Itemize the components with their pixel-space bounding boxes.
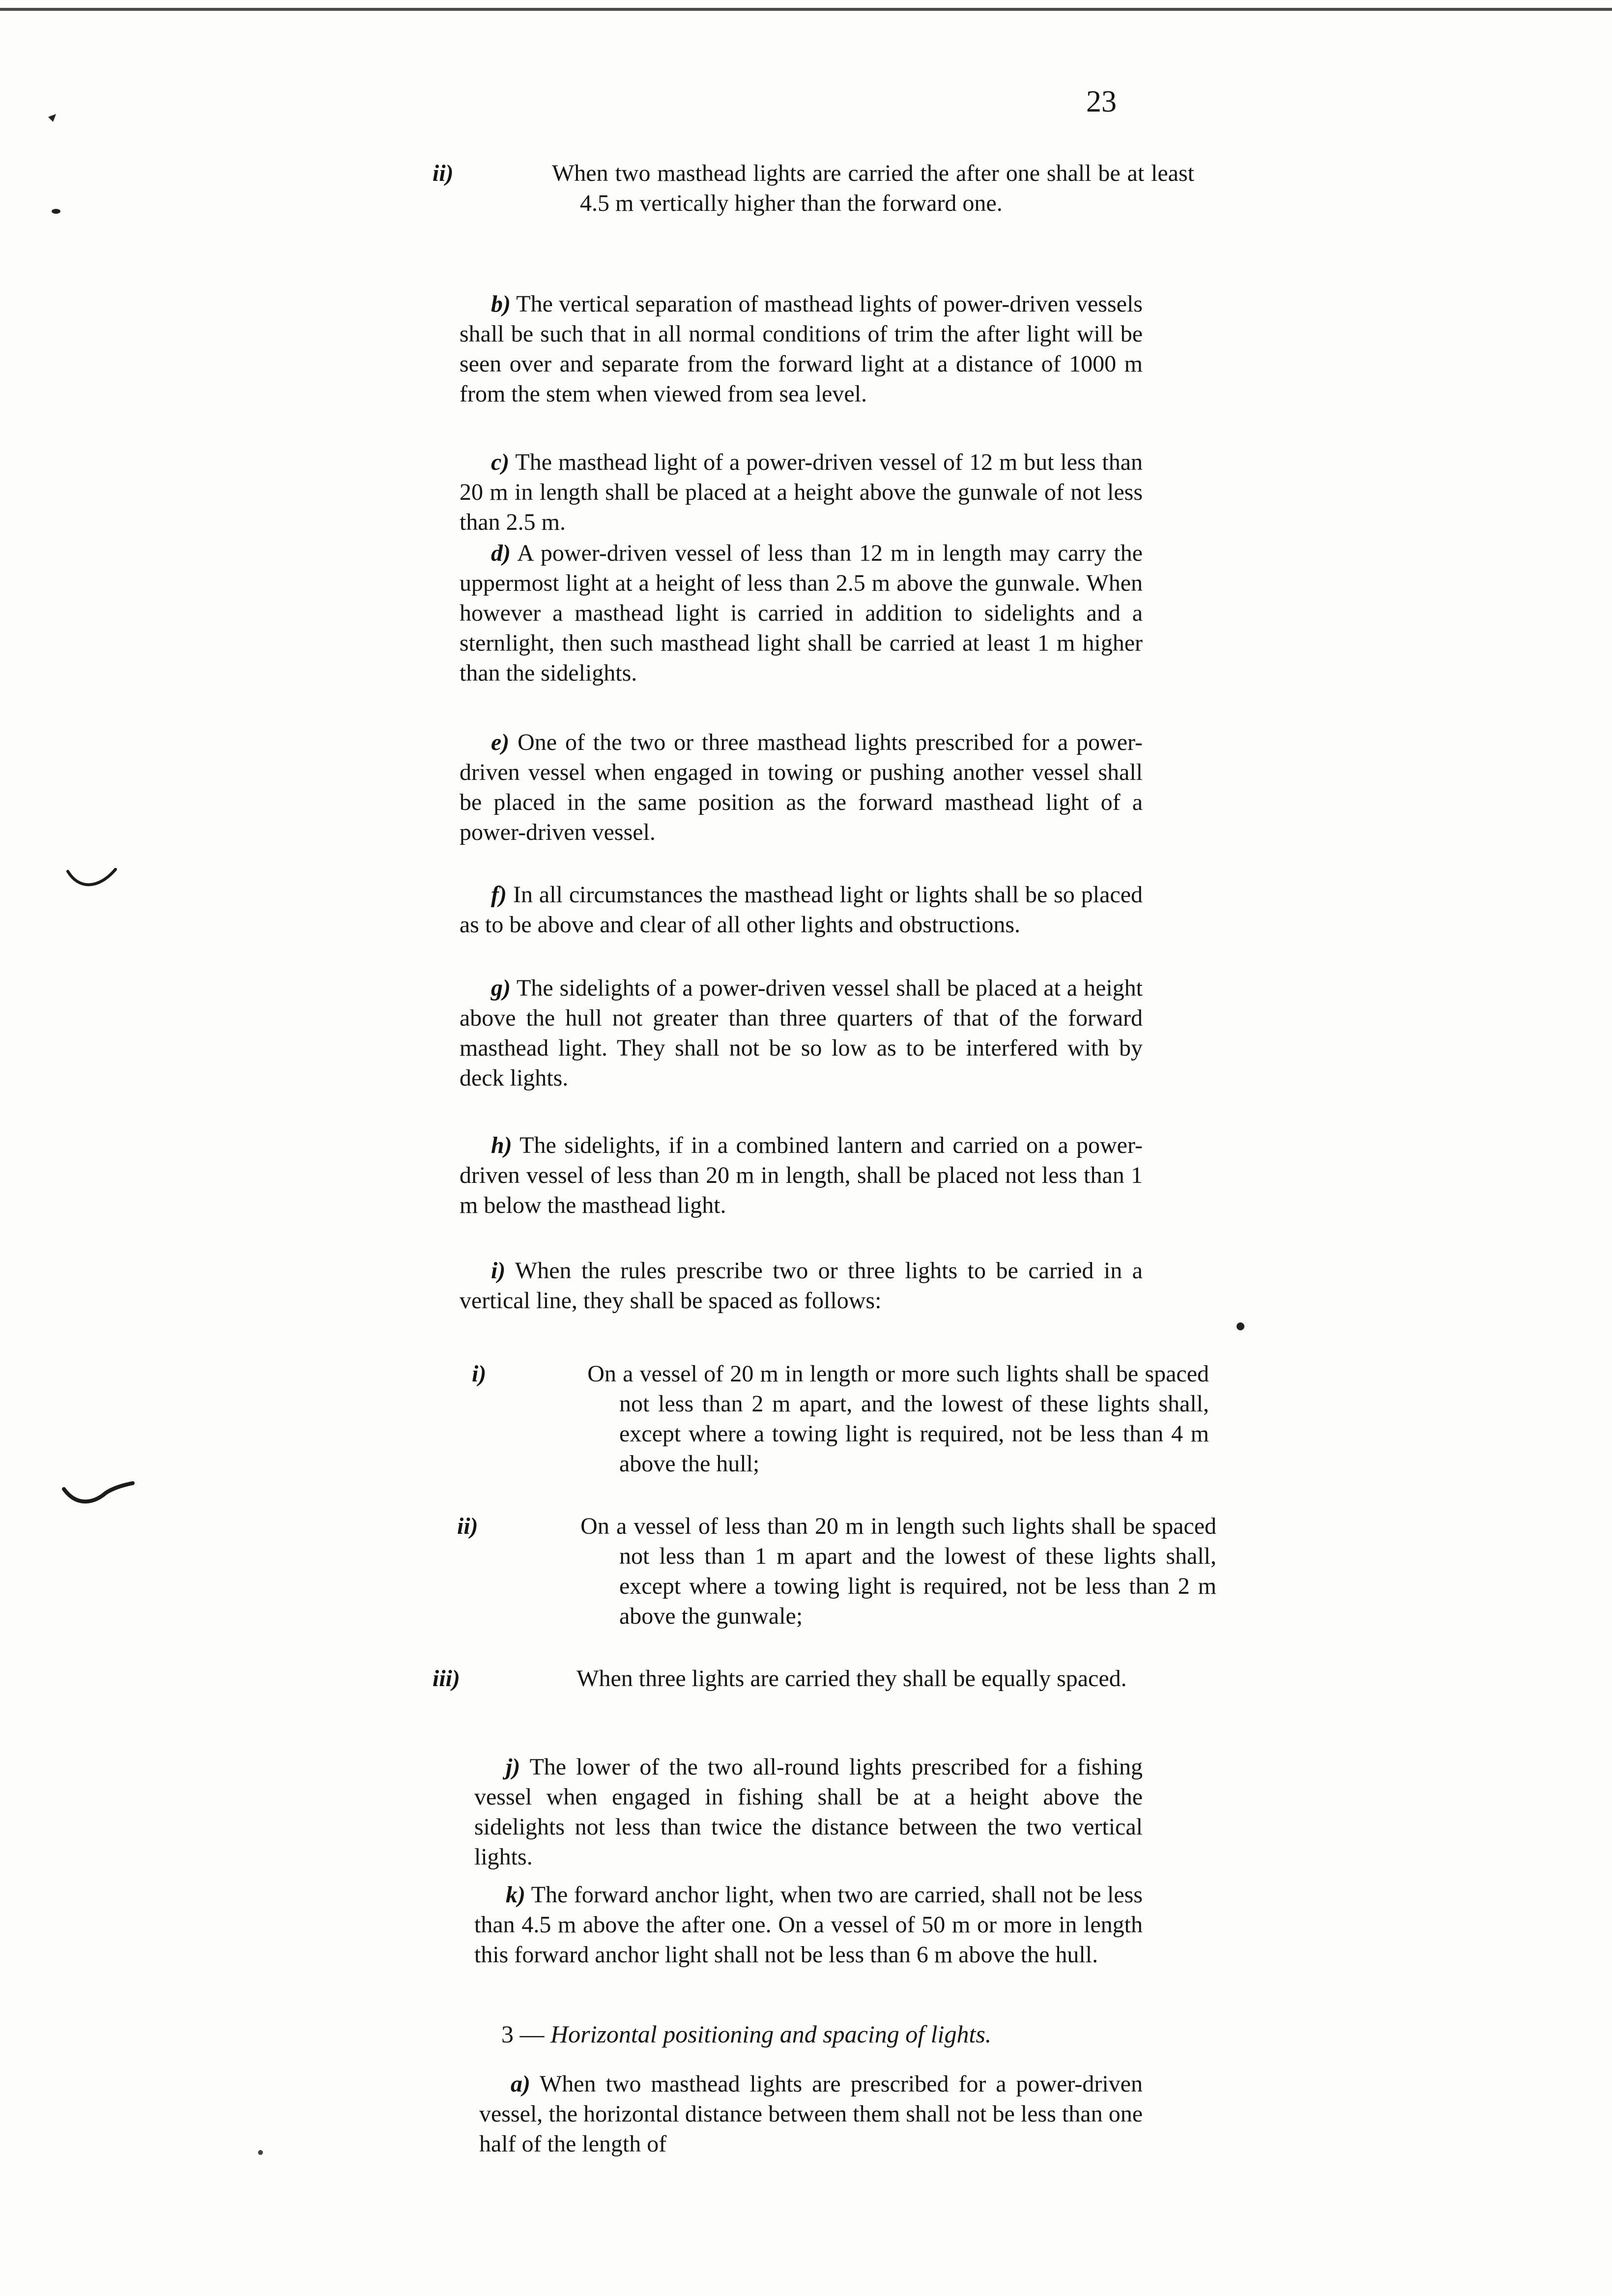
scan-speck-mark xyxy=(256,2148,265,2157)
paragraph-label: h) xyxy=(491,1132,512,1158)
paragraph-text: The vertical separation of masthead lights of power-driven vessels shall be such that in all normal conditions of trim the after light will be seen over and separate from the forward light at a distance of 1000 m from the stem when viewed from sea level. xyxy=(460,291,1143,407)
paragraph-label: i) xyxy=(491,1258,506,1284)
sub-item-text: When three lights are carried they shall be equally spaced. xyxy=(576,1665,1127,1692)
item-text: When two masthead lights are carried the after one shall be at least 4.5 m vertically higher than the forward one. xyxy=(551,160,1194,216)
sub-item-label: ii) xyxy=(457,1513,478,1539)
page-number: 23 xyxy=(1086,85,1117,118)
paragraph-text: The masthead light of a power-driven vessel of 12 m but less than 20 m in length shall be placed at a height above the gunwale of not less than 2.5 m. xyxy=(460,449,1143,535)
paragraph-label: d) xyxy=(491,540,511,566)
paragraph-label: c) xyxy=(491,449,510,475)
paragraph-label: g) xyxy=(491,975,511,1001)
sub-item-ii xyxy=(457,1511,1217,1631)
paragraph-text: The sidelights, if in a combined lantern and carried on a power-driven vessel of less than 20 m in length, shall be placed not less than 1 m below the masthead light. xyxy=(460,1132,1143,1218)
sub-item-label: iii) xyxy=(432,1665,460,1692)
paragraph-e xyxy=(460,727,1143,847)
sub-item-label: i) xyxy=(472,1361,487,1387)
paragraph-k xyxy=(474,1880,1143,1970)
paragraph-label: k) xyxy=(506,1882,525,1908)
paragraph-i xyxy=(460,1256,1143,1316)
scan-speck-mark xyxy=(1234,1320,1248,1334)
paragraph-b xyxy=(460,289,1143,409)
scan-speck-mark xyxy=(44,108,64,128)
section-heading xyxy=(501,2020,991,2048)
sub-item-i xyxy=(472,1359,1209,1479)
paragraph-j xyxy=(474,1752,1143,1872)
paragraph-label: j) xyxy=(506,1754,520,1780)
scan-speck-mark xyxy=(49,204,64,219)
paragraph-label: b) xyxy=(491,291,511,317)
scan-curve-mark xyxy=(64,862,123,897)
paragraph-text: In all circumstances the masthead light or lights shall be so placed as to be above and clear of all other lights and obstructions. xyxy=(460,882,1143,938)
paragraph-text: The sidelights of a power-driven vessel shall be placed at a height above the hull not greater than three quarters of that of the forward masthead light. They shall not be so low as to be interfered with by deck lights. xyxy=(460,975,1143,1091)
section-number: 3 — xyxy=(501,2020,545,2048)
scan-curve-mark xyxy=(59,1474,138,1519)
paragraph-g xyxy=(460,973,1143,1093)
item-label: ii) xyxy=(432,160,454,186)
paragraph-c xyxy=(460,447,1143,537)
paragraph-label: a) xyxy=(511,2071,530,2097)
item-ii-top xyxy=(432,158,1194,218)
paragraph-h xyxy=(460,1130,1143,1220)
paragraph-label: e) xyxy=(491,729,510,755)
sub-item-text: On a vessel of 20 m in length or more such lights shall be spaced not less than 2 m apart, and the lowest of these lights shall, except where a towing light is required, not be less than 4 m above the hull; xyxy=(587,1361,1209,1477)
paragraph-text: The lower of the two all-round lights prescribed for a fishing vessel when engaged in fishing shall be at a height above the sidelights not less than twice the distance between the two vertical lights. xyxy=(474,1754,1143,1870)
paragraph-text: The forward anchor light, when two are carried, shall not be less than 4.5 m above the after one. On a vessel of 50 m or more in length this forward anchor light shall not be less than 6 m above the hull. xyxy=(474,1882,1143,1968)
top-edge-line xyxy=(0,8,1612,11)
paragraph-label: f) xyxy=(491,882,507,908)
section-title: Horizontal positioning and spacing of lights. xyxy=(550,2020,992,2048)
paragraph-text: One of the two or three masthead lights prescribed for a power-driven vessel when engaged in towing or pushing another vessel shall be placed in the same position as the forward masthead light of a power-driven vessel. xyxy=(460,729,1143,845)
paragraph-text: When the rules prescribe two or three lights to be carried in a vertical line, they shall be spaced as follows: xyxy=(460,1258,1143,1314)
sub-item-iii xyxy=(432,1664,1229,1693)
paragraph-f xyxy=(460,880,1143,940)
paragraph-a xyxy=(479,2069,1143,2159)
paragraph-text: When two masthead lights are prescribed for a power-driven vessel, the horizontal distance between them shall not be less than one half of the length of xyxy=(479,2071,1143,2157)
paragraph-d xyxy=(460,538,1143,688)
sub-item-text: On a vessel of less than 20 m in length such lights shall be spaced not less than 1 m apart and the lowest of these lights shall, except where a towing light is required, not be less than 2 m above the gunwale; xyxy=(580,1513,1217,1629)
paragraph-text: A power-driven vessel of less than 12 m in length may carry the uppermost light at a height of less than 2.5 m above the gunwale. When however a masthead light is carried in addition to sidelights and a sternlight, then such masthead light shall be carried at least 1 m higher than the sidelights. xyxy=(460,540,1143,686)
